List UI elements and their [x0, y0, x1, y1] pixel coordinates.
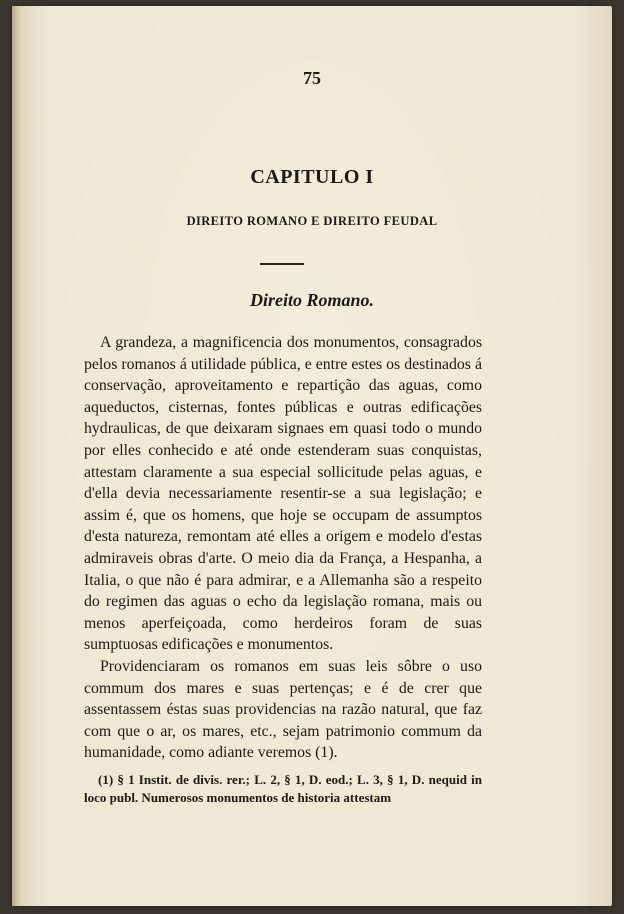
section-divider — [260, 263, 304, 265]
paragraph: Providenciaram os romanos em suas leis sôbre o uso commum dos mares e suas pertenças; e é de crer que assentassem éstas suas providencias na razão natural, que faz com que o ar, os mares, etc., sejam patrimonio commum da humanidade, como adiante veremos (1). — [84, 657, 482, 762]
chapter-title: CAPITULO I — [250, 166, 374, 188]
page-number: 75 — [303, 68, 321, 88]
body-text — [84, 332, 482, 764]
section-title: Direito Romano. — [249, 290, 374, 310]
book-page — [12, 6, 612, 906]
page-spine-shadow — [12, 6, 22, 906]
paragraph: A grandeza, a magnificencia dos monumentos, consagrados pelos romanos á utilidade pública, e entre estes os destinados á conservação, aproveitamento e repartição das aguas, como aqueductos, cisternas, fontes públicas e outras edificações hydraulicas, de que deixaram signaes em quasi todo o mundo por elles conhecido e até onde estenderam suas conquistas, attestam claramente a sua especial sollicitude pelas aguas, e d'ella devia necessariamente resentir-se a sua legislação; e assim é, que os homens, que hoje se occupam de assumptos d'esta natureza, remontam até elles a origem e modelo d'estas admiraveis obras d'arte. O meio dia da França, a Hespanha, a Italia, o que não é para admirar, e a Allemanha são a respeito do regimen das aguas o echo da legislação romana, mais ou menos aperfeiçoada, como herdeiros foram de suas sumptuosas edificações e monumentos. — [84, 334, 482, 654]
chapter-subtitle: DIREITO ROMANO E DIREITO FEUDAL — [186, 214, 438, 228]
footnote: (1) § 1 Instit. de divis. rer.; L. 2, § 1, D. eod.; L. 3, § 1, D. nequid in loco publ. Numerosos monumentos de historia attestam — [84, 772, 482, 805]
